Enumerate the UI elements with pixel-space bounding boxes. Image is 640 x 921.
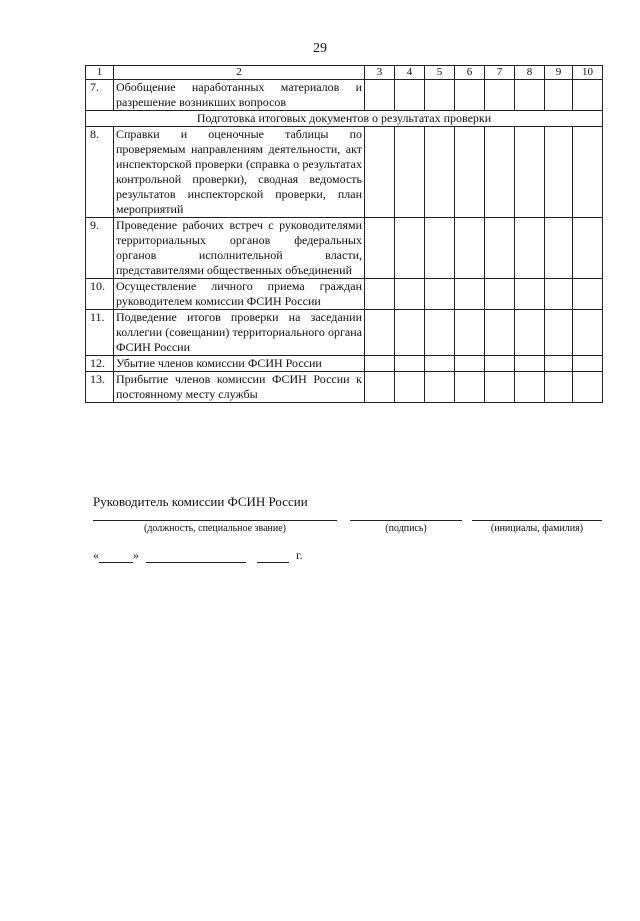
column-header: 3 (365, 66, 395, 80)
table-row (86, 279, 603, 310)
item-number: 10. (86, 279, 114, 310)
column-header: 5 (425, 66, 455, 80)
schedule-cell (485, 279, 515, 310)
table-row (86, 127, 603, 218)
table-row (86, 310, 603, 356)
schedule-cell (515, 218, 545, 279)
schedule-cell (573, 310, 603, 356)
schedule-cell (573, 80, 603, 111)
column-header: 8 (515, 66, 545, 80)
schedule-cell (395, 372, 425, 403)
schedule-cell (573, 279, 603, 310)
position-line (93, 520, 337, 521)
item-number: 13. (86, 372, 114, 403)
schedule-cell (573, 218, 603, 279)
inspection-plan-table (85, 65, 603, 403)
date-open-quote: « (93, 548, 99, 562)
item-number: 12. (86, 356, 114, 372)
section-header-row (86, 111, 603, 127)
item-description: Убытие членов комиссии ФСИН России (114, 356, 365, 372)
schedule-cell (455, 356, 485, 372)
item-number: 11. (86, 310, 114, 356)
item-number: 7. (86, 80, 114, 111)
schedule-cell (573, 356, 603, 372)
schedule-cell (545, 127, 573, 218)
column-number-row (86, 66, 603, 80)
schedule-cell (515, 310, 545, 356)
date-field (93, 548, 303, 563)
section-title: Подготовка итоговых документов о результатах проверки (86, 111, 603, 127)
item-number: 8. (86, 127, 114, 218)
schedule-cell (455, 218, 485, 279)
schedule-cell (425, 310, 455, 356)
name-line (472, 520, 602, 521)
schedule-cell (365, 80, 395, 111)
schedule-cell (485, 218, 515, 279)
date-close-quote: » (133, 548, 139, 562)
commission-head-title: Руководитель комиссии ФСИН России (93, 494, 308, 509)
schedule-cell (545, 372, 573, 403)
schedule-cell (455, 310, 485, 356)
schedule-cell (365, 310, 395, 356)
schedule-cell (395, 310, 425, 356)
signature-caption: (подпись) (385, 523, 427, 534)
item-number: 9. (86, 218, 114, 279)
schedule-cell (455, 279, 485, 310)
schedule-cell (455, 80, 485, 111)
schedule-cell (455, 127, 485, 218)
column-header: 1 (86, 66, 114, 80)
schedule-cell (545, 80, 573, 111)
schedule-cell (395, 80, 425, 111)
schedule-cell (425, 127, 455, 218)
schedule-cell (545, 310, 573, 356)
schedule-cell (365, 372, 395, 403)
item-description: Осуществление личного приема граждан руководителем комиссии ФСИН России (114, 279, 365, 310)
schedule-cell (545, 279, 573, 310)
schedule-cell (455, 372, 485, 403)
position-caption: (должность, специальное звание) (143, 523, 287, 534)
schedule-cell (545, 356, 573, 372)
schedule-cell (425, 356, 455, 372)
item-description: Проведение рабочих встреч с руководителями территориальных органов федеральных органов исполнительной власти, представителями общественных объединений (114, 218, 365, 279)
page-number: 29 (313, 41, 327, 56)
column-header: 9 (545, 66, 573, 80)
schedule-cell (395, 218, 425, 279)
schedule-cell (485, 80, 515, 111)
signature-line (350, 520, 462, 521)
item-description: Подведение итогов проверки на заседании коллегии (совещании) территориального органа ФСИН России (114, 310, 365, 356)
table-row (86, 218, 603, 279)
schedule-cell (365, 279, 395, 310)
column-header: 7 (485, 66, 515, 80)
table-row (86, 356, 603, 372)
column-header: 10 (573, 66, 603, 80)
table-row (86, 372, 603, 403)
schedule-cell (515, 356, 545, 372)
column-header: 6 (455, 66, 485, 80)
schedule-cell (515, 127, 545, 218)
schedule-cell (515, 80, 545, 111)
schedule-cell (365, 356, 395, 372)
column-header: 4 (395, 66, 425, 80)
schedule-cell (395, 356, 425, 372)
schedule-cell (425, 218, 455, 279)
schedule-cell (573, 127, 603, 218)
schedule-cell (395, 279, 425, 310)
schedule-cell (485, 372, 515, 403)
schedule-cell (365, 127, 395, 218)
day-blank (99, 550, 133, 563)
name-caption: (инициалы, фамилия) (490, 523, 584, 534)
schedule-cell (485, 356, 515, 372)
schedule-cell (365, 218, 395, 279)
schedule-cell (425, 279, 455, 310)
schedule-cell (515, 279, 545, 310)
schedule-cell (485, 127, 515, 218)
month-blank (146, 550, 246, 563)
schedule-cell (425, 372, 455, 403)
schedule-cell (395, 127, 425, 218)
plan-table-body (86, 66, 603, 403)
schedule-cell (573, 372, 603, 403)
item-description: Прибытие членов комиссии ФСИН России к постоянному месту службы (114, 372, 365, 403)
schedule-cell (485, 310, 515, 356)
item-description: Обобщение наработанных материалов и разрешение возникших вопросов (114, 80, 365, 111)
item-description: Справки и оценочные таблицы по проверяемым направлениям деятельности, акт инспекторской проверки (справка о результатах контрольной проверки), сводная ведомость результатов инспекторской проверки, план мероприятий (114, 127, 365, 218)
schedule-cell (425, 80, 455, 111)
schedule-cell (545, 218, 573, 279)
year-blank (257, 550, 289, 563)
schedule-cell (515, 372, 545, 403)
year-suffix: г. (296, 548, 303, 562)
column-header: 2 (114, 66, 365, 80)
table-row (86, 80, 603, 111)
